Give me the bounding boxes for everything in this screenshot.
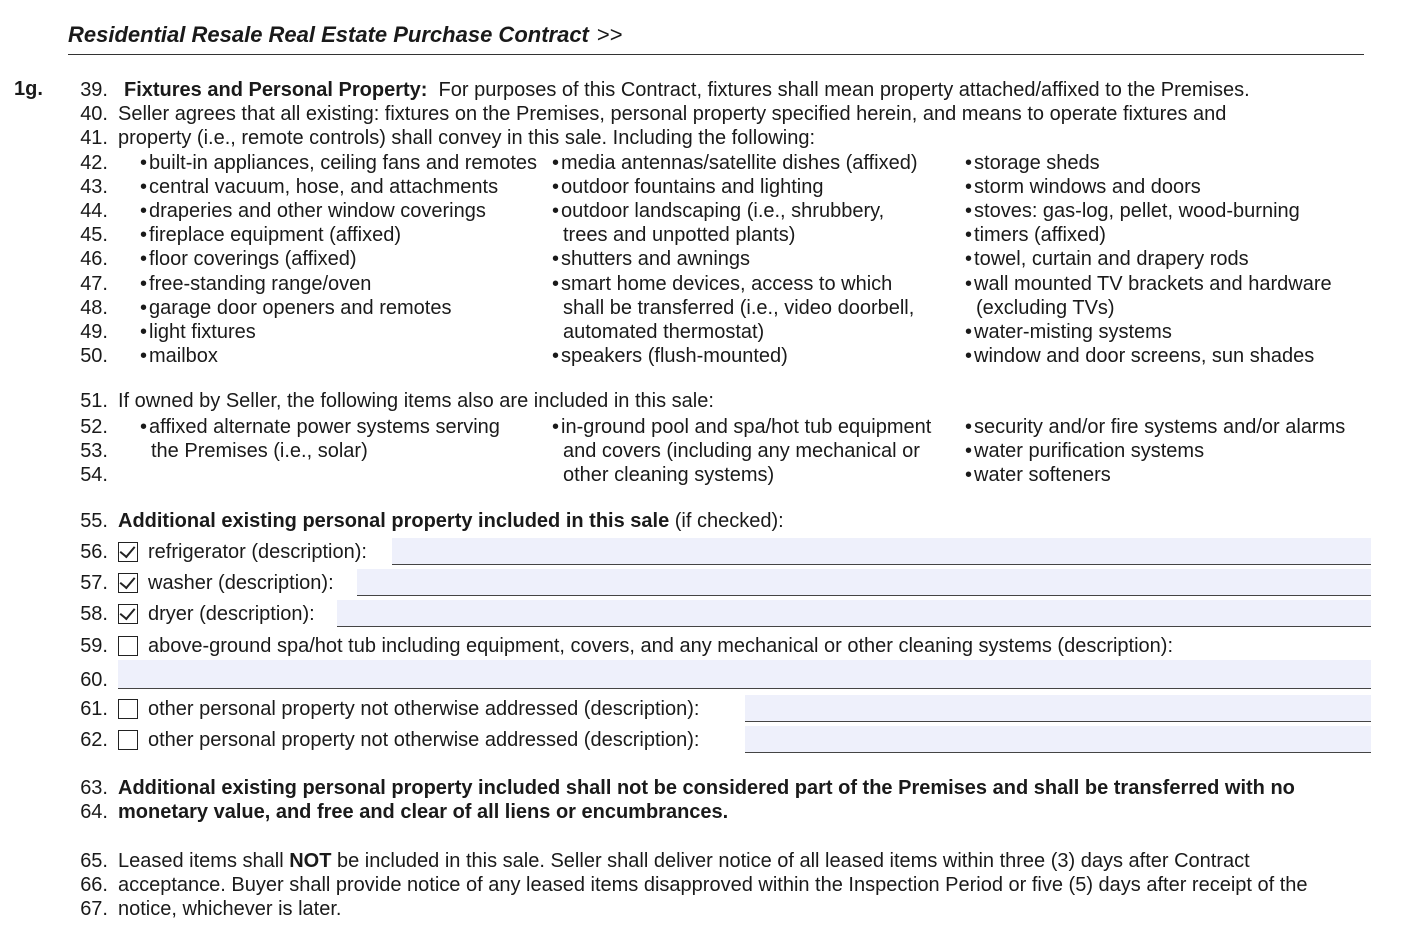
additional-suffix: (if checked): (674, 510, 784, 532)
washer-label: washer (description): (148, 572, 334, 594)
owned-intro: If owned by Seller, the following items also are included in this sale: (118, 390, 714, 412)
owned-item: • water softeners (965, 463, 1111, 487)
fixture-item-continued: (excluding TVs) (976, 297, 1115, 319)
line-number: 49. (80, 321, 108, 343)
fixture-item: • towel, curtain and drapery rods (965, 247, 1249, 271)
leased-text: notice, whichever is later. (118, 898, 342, 920)
fixture-item: • speakers (flush-mounted) (552, 344, 788, 368)
line-number: 39. (80, 79, 108, 101)
line-number: 42. (80, 152, 108, 174)
fixture-item: • storm windows and doors (965, 175, 1201, 199)
section-number: 1g. (14, 78, 43, 100)
fixture-item: • mailbox (140, 344, 218, 368)
owned-item-continued: other cleaning systems) (563, 464, 775, 486)
owned-item: • water purification systems (965, 439, 1204, 463)
spa-hot-tub-label: above-ground spa/hot tub including equipment, covers, and any mechanical or other cleaning systems (description): (148, 635, 1174, 657)
line-number: 60. (80, 669, 108, 691)
continue-arrows: >> (596, 22, 623, 47)
leased-not-emphasis: NOT (289, 850, 332, 872)
additional-item-row (0, 668, 1408, 694)
line-number: 54. (80, 464, 108, 486)
intro-text: property (i.e., remote controls) shall convey in this sale. Including the following: (118, 127, 816, 149)
spa-hot-tub-checkbox[interactable] (118, 636, 138, 656)
line-number: 66. (80, 874, 108, 896)
line-number: 46. (80, 248, 108, 270)
dryer-label: dryer (description): (148, 603, 315, 625)
fixture-item-continued: shall be transferred (i.e., video doorbell, (563, 297, 915, 319)
line-number: 67. (80, 898, 108, 920)
line-number: 47. (80, 273, 108, 295)
line-number: 43. (80, 176, 108, 198)
notice-text: Additional existing personal property included shall not be considered part of the Premises and shall be transferred with no (118, 777, 1295, 799)
fixture-item: • window and door screens, sun shades (965, 344, 1314, 368)
washer-description-field[interactable] (357, 569, 1371, 596)
refrigerator-checkbox[interactable] (118, 542, 138, 562)
washer-checkbox[interactable] (118, 573, 138, 593)
line-number: 50. (80, 345, 108, 367)
other-property-2-description-field[interactable] (745, 726, 1371, 753)
additional-item-row (0, 634, 1408, 660)
fixture-item: • shutters and awnings (552, 247, 750, 271)
fixture-item-continued: trees and unpotted plants) (563, 224, 796, 246)
other-property-1-description-field[interactable] (745, 695, 1371, 722)
spa-hot-tub-description-field[interactable] (118, 660, 1371, 689)
line-number: 64. (80, 801, 108, 823)
fixtures-heading: Fixtures and Personal Property: (124, 79, 428, 101)
line-number: 55. (80, 510, 108, 532)
owned-item: • affixed alternate power systems serving (140, 415, 500, 439)
refrigerator-description-field[interactable] (392, 538, 1371, 565)
owned-item: • security and/or fire systems and/or alarms (965, 415, 1345, 439)
line-number: 63. (80, 777, 108, 799)
owned-item-continued: the Premises (i.e., solar) (151, 440, 368, 462)
page-header (68, 22, 1364, 55)
owned-item-continued: and covers (including any mechanical or (563, 440, 920, 462)
additional-item-row (0, 571, 1408, 597)
fixture-item: • outdoor fountains and lighting (552, 175, 823, 199)
line-number: 52. (80, 416, 108, 438)
fixture-item: • draperies and other window coverings (140, 199, 486, 223)
leased-text: be included in this sale. Seller shall deliver notice of all leased items within three (3) days after Contract (337, 850, 1250, 872)
fixture-item: • smart home devices, access to which (552, 272, 892, 296)
additional-heading: Additional existing personal property included in this sale (118, 510, 670, 532)
line-number: 65. (80, 850, 108, 872)
line-number: 48. (80, 297, 108, 319)
fixtures-definition: For purposes of this Contract, fixtures shall mean property attached/affixed to the Premises. (438, 79, 1250, 101)
line-number: 44. (80, 200, 108, 222)
line-number: 56. (80, 541, 108, 563)
line-number: 62. (80, 729, 108, 751)
refrigerator-label: refrigerator (description): (148, 541, 367, 563)
leased-text: acceptance. Buyer shall provide notice of any leased items disapproved within the Inspection Period or five (5) days after receipt of the (118, 874, 1308, 896)
notice-text: monetary value, and free and clear of all liens or encumbrances. (118, 801, 729, 823)
dryer-description-field[interactable] (337, 600, 1371, 627)
leased-text: Leased items shall (118, 850, 284, 872)
line-number: 58. (80, 603, 108, 625)
fixture-item-continued: automated thermostat) (563, 321, 765, 343)
fixture-item: • light fixtures (140, 320, 256, 344)
line-number: 45. (80, 224, 108, 246)
fixture-item: • fireplace equipment (affixed) (140, 223, 401, 247)
intro-text: Seller agrees that all existing: fixtures on the Premises, personal property specified herein, and means to operate fixtures and (118, 103, 1227, 125)
other-property-2-label: other personal property not otherwise addressed (description): (148, 729, 700, 751)
fixture-item: • stoves: gas-log, pellet, wood-burning (965, 199, 1300, 223)
other-property-2-checkbox[interactable] (118, 730, 138, 750)
fixture-item: • central vacuum, hose, and attachments (140, 175, 498, 199)
fixture-item: • outdoor landscaping (i.e., shrubbery, (552, 199, 884, 223)
owned-item: • in-ground pool and spa/hot tub equipment (552, 415, 931, 439)
line-number: 51. (80, 390, 108, 412)
other-property-1-checkbox[interactable] (118, 699, 138, 719)
additional-item-row (0, 728, 1408, 754)
fixture-item: • timers (affixed) (965, 223, 1106, 247)
fixture-item: • built-in appliances, ceiling fans and remotes (140, 151, 537, 175)
fixture-item: • storage sheds (965, 151, 1100, 175)
line-number: 41. (80, 127, 108, 149)
dryer-checkbox[interactable] (118, 604, 138, 624)
line-number: 61. (80, 698, 108, 720)
other-property-1-label: other personal property not otherwise addressed (description): (148, 698, 700, 720)
fixture-item: • wall mounted TV brackets and hardware (965, 272, 1332, 296)
additional-item-row (0, 697, 1408, 723)
line-number: 59. (80, 635, 108, 657)
additional-item-row (0, 540, 1408, 566)
additional-item-row (0, 602, 1408, 628)
line-number: 57. (80, 572, 108, 594)
fixture-item: • floor coverings (affixed) (140, 247, 357, 271)
fixture-item: • water-misting systems (965, 320, 1172, 344)
line-number: 40. (80, 103, 108, 125)
fixture-item: • media antennas/satellite dishes (affixed) (552, 151, 918, 175)
line-number: 53. (80, 440, 108, 462)
fixture-item: • garage door openers and remotes (140, 296, 451, 320)
contract-title: Residential Resale Real Estate Purchase Contract (68, 22, 589, 47)
fixture-item: • free-standing range/oven (140, 272, 371, 296)
